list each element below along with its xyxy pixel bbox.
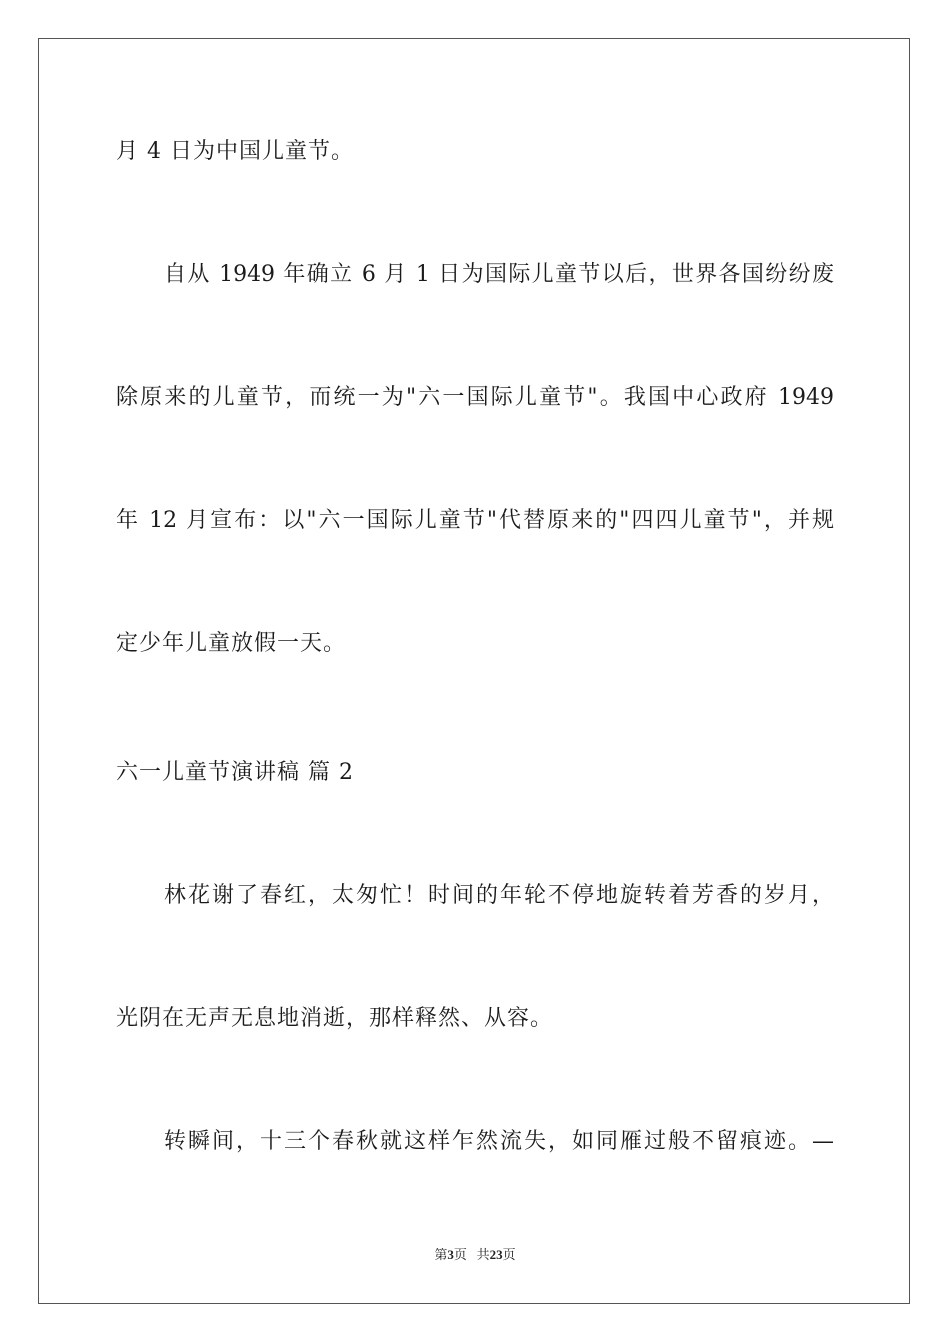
footer-page-suffix: 页	[453, 1247, 467, 1262]
body-line-3: 除原来的儿童节，而统一为"六一国际儿童节"。我国中心政府 1949	[116, 385, 834, 410]
body-line-4: 年 12 月宣布：以"六一国际儿童节"代替原来的"四四儿童节"，并规	[116, 508, 834, 533]
section-heading: 六一儿童节演讲稿 篇 2	[116, 760, 354, 785]
body-line-8: 光阴在无声无息地消逝，那样释然、从容。	[116, 1006, 554, 1031]
page-border	[38, 38, 910, 1304]
body-line-9: 转瞬间，十三个春秋就这样乍然流失，如同雁过般不留痕迹。—	[164, 1129, 834, 1154]
page-footer	[0, 1246, 950, 1264]
footer-page-number: 3	[447, 1247, 454, 1262]
footer-page-prefix: 第	[434, 1247, 448, 1262]
footer-total-pages: 23	[489, 1247, 503, 1262]
body-line-5: 定少年儿童放假一天。	[116, 631, 347, 656]
footer-total-prefix: 共	[476, 1247, 490, 1262]
footer-total-suffix: 页	[502, 1247, 516, 1262]
body-line-2: 自从 1949 年确立 6 月 1 日为国际儿童节以后，世界各国纷纷废	[164, 262, 834, 287]
body-line-1: 月 4 日为中国儿童节。	[116, 139, 354, 164]
body-line-7: 林花谢了春红，太匆忙！时间的年轮不停地旋转着芳香的岁月，	[164, 883, 834, 908]
